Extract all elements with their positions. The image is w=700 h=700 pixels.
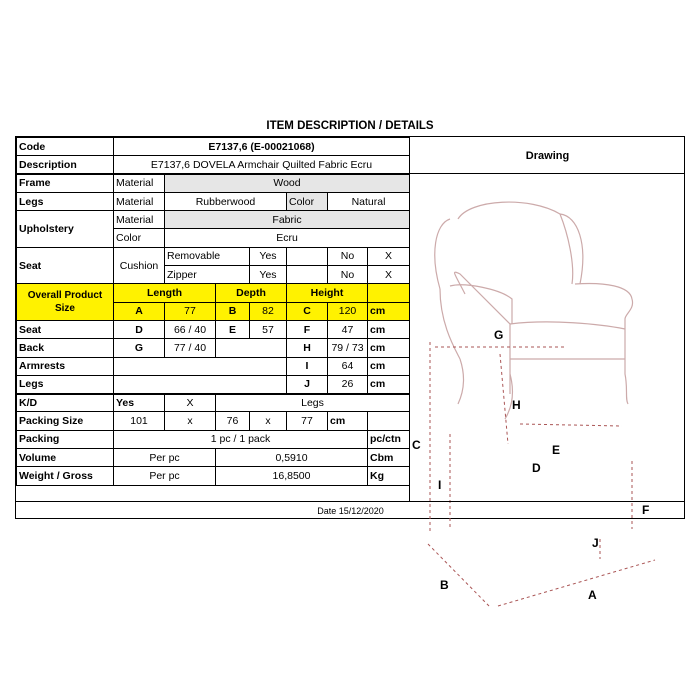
dim-a-value: 77 bbox=[165, 302, 216, 320]
drawing-label-d: D bbox=[532, 461, 541, 475]
dim-f: F bbox=[287, 320, 328, 338]
drawing-label-b: B bbox=[440, 578, 449, 592]
dim-i: I bbox=[287, 357, 328, 375]
kd-x: X bbox=[165, 394, 216, 412]
empty-cell bbox=[287, 247, 328, 265]
empty-cell bbox=[114, 357, 287, 375]
table-row bbox=[17, 211, 410, 229]
armchair-diagram bbox=[410, 174, 685, 602]
volume-label: Volume bbox=[17, 449, 114, 467]
drawing-label-h: H bbox=[512, 398, 521, 412]
drawing-label-i: I bbox=[438, 478, 442, 492]
weight-value: 16,8500 bbox=[216, 467, 368, 485]
removable-x: X bbox=[368, 247, 410, 265]
table-row bbox=[17, 412, 410, 430]
dim-f-value: 47 bbox=[328, 320, 368, 338]
depth-header: Depth bbox=[216, 284, 287, 302]
kd-yes: Yes bbox=[114, 394, 165, 412]
unit-cm: cm bbox=[368, 320, 410, 338]
packing-size-label: Packing Size bbox=[17, 412, 114, 430]
zipper-no: No bbox=[328, 266, 368, 284]
empty-cell bbox=[287, 266, 328, 284]
height-header: Height bbox=[287, 284, 368, 302]
drawing-label-e: E bbox=[552, 443, 561, 457]
packing-size-x2: x bbox=[250, 412, 287, 430]
packing-label: Packing bbox=[17, 430, 114, 448]
table-row bbox=[17, 320, 410, 338]
dim-j: J bbox=[287, 375, 328, 393]
back-dims-label: Back bbox=[17, 339, 114, 357]
table-row bbox=[17, 449, 410, 467]
upholstery-label: Upholstery bbox=[17, 211, 114, 248]
packing-size-1: 101 bbox=[114, 412, 165, 430]
dim-b-value: 82 bbox=[250, 302, 287, 320]
removable-no: No bbox=[328, 247, 368, 265]
empty-cell bbox=[368, 284, 410, 302]
table-row bbox=[17, 375, 410, 393]
dim-g-value: 77 / 40 bbox=[165, 339, 216, 357]
table-row bbox=[17, 339, 410, 357]
upholstery-color-label: Color bbox=[114, 229, 165, 247]
empty-cell bbox=[114, 375, 287, 393]
removable-label: Removable bbox=[165, 247, 250, 265]
upholstery-material-label: Material bbox=[114, 211, 165, 229]
dim-i-value: 64 bbox=[328, 357, 368, 375]
weight-label: Weight / Gross bbox=[17, 467, 114, 485]
frame-material-label: Material bbox=[114, 174, 165, 192]
seat-cushion: Cushion bbox=[114, 247, 165, 284]
zipper-x: X bbox=[368, 266, 410, 284]
drawing-label-j: J bbox=[592, 536, 599, 550]
dim-h: H bbox=[287, 339, 328, 357]
description-label: Description bbox=[17, 156, 114, 174]
unit-cm: cm bbox=[328, 412, 368, 430]
unit-cm: cm bbox=[368, 339, 410, 357]
table-row bbox=[17, 284, 410, 302]
armchair-outline bbox=[435, 202, 633, 419]
drawing-label-f: F bbox=[642, 503, 650, 517]
empty-cell bbox=[368, 412, 410, 430]
drawing-label-c: C bbox=[412, 438, 421, 452]
dim-j-value: 26 bbox=[328, 375, 368, 393]
dimension-lines bbox=[428, 342, 655, 607]
upholstery-color: Ecru bbox=[165, 229, 410, 247]
table-row bbox=[17, 192, 410, 210]
table-row bbox=[17, 357, 410, 375]
armrests-label: Armrests bbox=[17, 357, 114, 375]
legs-material-label: Material bbox=[114, 192, 165, 210]
dim-b: B bbox=[216, 302, 250, 320]
spec-table bbox=[16, 137, 410, 486]
table-row bbox=[17, 138, 410, 156]
page-title: ITEM DESCRIPTION / DETAILS bbox=[266, 120, 434, 132]
code-value: E7137,6 (E-00021068) bbox=[114, 138, 410, 156]
frame-label: Frame bbox=[17, 174, 114, 192]
legs-color: Natural bbox=[328, 192, 410, 210]
description-value: E7137,6 DOVELA Armchair Quilted Fabric Ecru bbox=[114, 156, 410, 174]
volume-unit: Cbm bbox=[368, 449, 410, 467]
dim-d: D bbox=[114, 320, 165, 338]
table-row bbox=[17, 156, 410, 174]
weight-unit: Kg bbox=[368, 467, 410, 485]
seat-label: Seat bbox=[17, 247, 114, 284]
date-footer: Date 15/12/2020 bbox=[16, 501, 685, 519]
volume-per: Per pc bbox=[114, 449, 216, 467]
code-label: Code bbox=[17, 138, 114, 156]
packing-size-2: 76 bbox=[216, 412, 250, 430]
legs-material: Rubberwood bbox=[165, 192, 287, 210]
legs-color-label: Color bbox=[287, 192, 328, 210]
packing-value: 1 pc / 1 pack bbox=[114, 430, 368, 448]
dim-h-value: 79 / 73 bbox=[328, 339, 368, 357]
table-row bbox=[17, 394, 410, 412]
weight-per: Per pc bbox=[114, 467, 216, 485]
table-row bbox=[17, 430, 410, 448]
table-row bbox=[17, 467, 410, 485]
spec-sheet bbox=[15, 136, 685, 602]
length-header: Length bbox=[114, 284, 216, 302]
legs-label: Legs bbox=[17, 192, 114, 210]
legs-dims-label: Legs bbox=[17, 375, 114, 393]
table-row bbox=[17, 174, 410, 192]
kd-legs: Legs bbox=[216, 394, 410, 412]
drawing-label-a: A bbox=[588, 588, 597, 602]
packing-size-3: 77 bbox=[287, 412, 328, 430]
dim-c-value: 120 bbox=[328, 302, 368, 320]
zipper-label: Zipper bbox=[165, 266, 250, 284]
volume-value: 0,5910 bbox=[216, 449, 368, 467]
drawing-panel bbox=[409, 137, 685, 602]
frame-value: Wood bbox=[165, 174, 410, 192]
upholstery-material: Fabric bbox=[165, 211, 410, 229]
kd-label: K/D bbox=[17, 394, 114, 412]
unit-cm: cm bbox=[368, 357, 410, 375]
overall-size-label: Overall Product Size bbox=[17, 284, 114, 321]
empty-cell bbox=[216, 339, 287, 357]
dim-a: A bbox=[114, 302, 165, 320]
unit-cm: cm bbox=[368, 375, 410, 393]
dim-d-value: 66 / 40 bbox=[165, 320, 216, 338]
removable-yes: Yes bbox=[250, 247, 287, 265]
unit-cm: cm bbox=[368, 302, 410, 320]
dim-e-value: 57 bbox=[250, 320, 287, 338]
seat-dims-label: Seat bbox=[17, 320, 114, 338]
packing-unit: pc/ctn bbox=[368, 430, 410, 448]
drawing-label-g: G bbox=[494, 328, 504, 342]
table-row bbox=[17, 247, 410, 265]
dim-e: E bbox=[216, 320, 250, 338]
packing-size-x1: x bbox=[165, 412, 216, 430]
zipper-yes: Yes bbox=[250, 266, 287, 284]
dim-g: G bbox=[114, 339, 165, 357]
dim-c: C bbox=[287, 302, 328, 320]
drawing-title: Drawing bbox=[410, 138, 685, 174]
